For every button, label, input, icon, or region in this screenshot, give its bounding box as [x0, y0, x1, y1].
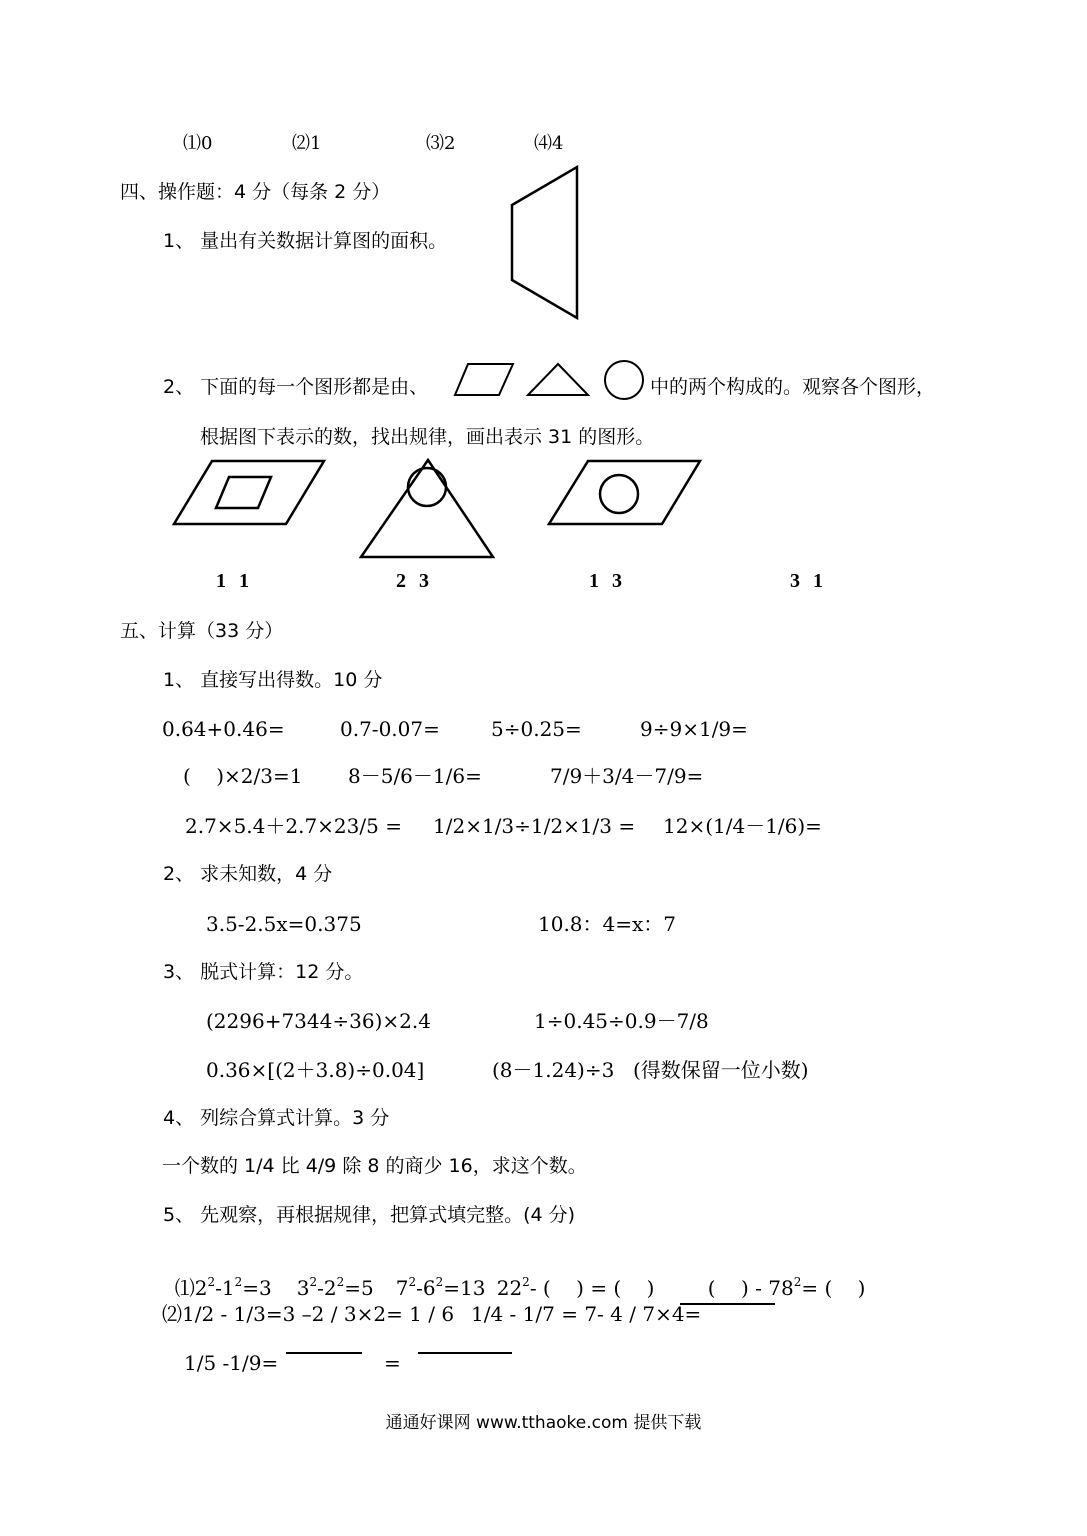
figure-label-23: 2 3 — [396, 570, 433, 592]
figure-label-11: 1 1 — [216, 570, 253, 592]
q3-row2-note: (得数保留一位小数) — [633, 1058, 809, 1082]
q5-row1-expr3: $7^2-6^2=13$ — [395, 1275, 486, 1300]
q1-row1-item2: 0.7-0.07= — [340, 717, 440, 741]
q5-row1-expr1: $⑴2^2-1^2=3$ — [174, 1275, 272, 1300]
q5-row1-expr2: $3^2-2^2=5$ — [296, 1275, 374, 1300]
q1-row3-item3: 12×(1/4－1/6)= — [663, 814, 822, 838]
q2-title: 2、 求未知数，4 分 — [163, 863, 333, 885]
section4-q2-line1b: 中的两个构成的。观察各个图形， — [650, 376, 936, 398]
figure-11-inner-parallelogram — [216, 477, 271, 508]
q3-row2-item1: 0.36×[(2＋3.8)÷0.04] — [206, 1058, 425, 1082]
q5-row1-expr4: $22^2-$ ( ) = ( ) — [496, 1275, 655, 1300]
q5-title: 5、 先观察，再根据规律，把算式填完整。(4 分) — [163, 1204, 576, 1226]
q3-row1-item1: (2296+7344÷36)×2.4 — [206, 1009, 431, 1033]
circle-legend — [605, 361, 643, 399]
section4-title: 四、操作题：4 分（每条 2 分） — [120, 181, 391, 203]
q2-item2: 10.8：4=x：7 — [538, 912, 677, 936]
parallelogram-legend — [455, 364, 513, 395]
q1-row3-item2: 1/2×1/3÷1/2×1/3 = — [433, 814, 636, 838]
answer-blank-2[interactable] — [286, 1352, 362, 1354]
footer-credit: 通通好课网 www.tthaoke.com 提供下载 — [385, 1413, 702, 1433]
section4-q2-line1a: 2、 下面的每一个图形都是由、 — [163, 376, 429, 398]
q5-row1-prefix: ⑴ — [174, 1276, 195, 1300]
figure-13-circle — [600, 475, 638, 513]
q1-row1-item4: 9÷9×1/9= — [640, 717, 748, 741]
figure-label-13: 1 3 — [589, 570, 626, 592]
trapezoid-figure — [512, 167, 577, 318]
figure-label-31: 3 1 — [790, 570, 827, 592]
section4-q1: 1、 量出有关数据计算图的面积。 — [163, 230, 448, 252]
q5-row1-expr5: ( ) - $78^2=$ ( ) — [707, 1275, 866, 1300]
q3-row2-item2: (8－1.24)÷3 — [492, 1058, 615, 1082]
q1-row2-item2: 8－5/6－1/6= — [348, 764, 482, 788]
q3-title: 3、 脱式计算：12 分。 — [163, 961, 364, 983]
figure-23-circle — [408, 468, 446, 506]
triangle-legend — [528, 364, 588, 395]
q1-row2-item3: 7/9＋3/4－7/9= — [550, 764, 704, 788]
answer-blank-1[interactable] — [680, 1303, 775, 1305]
q5-row3-expr: 1/5 -1/9= — [184, 1351, 279, 1375]
q4-title: 4、 列综合算式计算。3 分 — [163, 1107, 390, 1129]
q1-row1-item1: 0.64+0.46= — [162, 717, 285, 741]
section5-title: 五、计算（33 分） — [120, 620, 284, 642]
figure-13-parallelogram — [549, 461, 700, 524]
answer-blank-3[interactable] — [418, 1352, 512, 1354]
section4-q2-line2: 根据图下表示的数，找出规律，画出表示 31 的图形。 — [200, 426, 655, 448]
q5-row2-expr2: 1/4 - 1/7 = 7- 4 / 7×4= — [471, 1302, 702, 1326]
q2-item1: 3.5-2.5x=0.375 — [206, 912, 362, 936]
option-1: ⑴0 — [183, 133, 213, 154]
q1-row2-item1: ( )×2/3=1 — [183, 764, 303, 788]
q5-row2-expr1: ⑵1/2 - 1/3=3 –2 / 3×2= 1 / 6 — [162, 1302, 455, 1326]
figure-11-outer-parallelogram — [174, 461, 324, 524]
q1-row1-item3: 5÷0.25= — [491, 717, 582, 741]
option-4: ⑷4 — [534, 133, 564, 154]
option-2: ⑵1 — [292, 133, 322, 154]
q4-text: 一个数的 1/4 比 4/9 除 8 的商少 16，求这个数。 — [162, 1155, 587, 1177]
option-3: ⑶2 — [426, 133, 456, 154]
q3-row1-item2: 1÷0.45÷0.9－7/8 — [534, 1009, 709, 1033]
figure-23-triangle — [361, 460, 493, 557]
q5-row3-equals: = — [384, 1351, 401, 1375]
q1-row3-item1: 2.7×5.4＋2.7×23/5 = — [185, 814, 402, 838]
q1-title: 1、 直接写出得数。10 分 — [163, 669, 383, 691]
